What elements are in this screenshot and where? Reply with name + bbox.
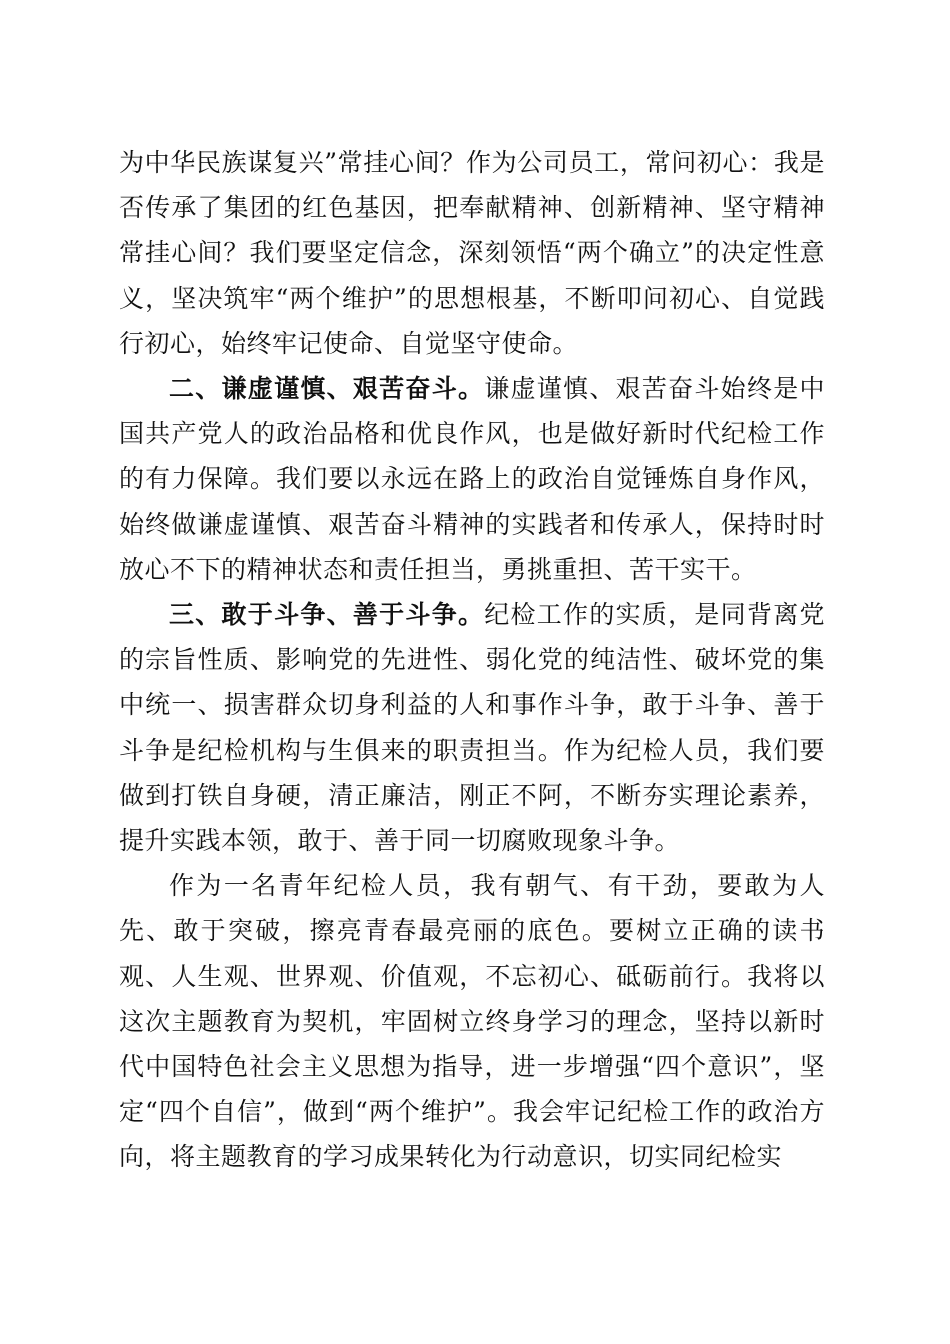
body-text (119, 140, 825, 1180)
paragraph-section-2 (119, 366, 825, 592)
section-heading: 三、敢于斗争、善于斗争。 (169, 600, 485, 630)
section-heading: 二、谦虚谨慎、艰苦奋斗。 (169, 374, 485, 404)
paragraph-conclusion (119, 863, 825, 1179)
paragraph-body: 谦虚谨慎、艰苦奋斗始终是中国共产党人的政治品格和优良作风，也是做好新时代纪检工作的有力保障。我们要以永远在路上的政治自觉锤炼自身作风，始终做谦虚谨慎、艰苦奋斗精神的实践者和传承人，保持时时放心不下的精神状态和责任担当，勇挑重担、苦干实干。 (119, 374, 825, 584)
paragraph-body: 为中华民族谋复兴”常挂心间？作为公司员工，常问初心：我是否传承了集团的红色基因，把奉献精神、创新精神、坚守精神常挂心间？我们要坚定信念，深刻领悟“两个确立”的决定性意义，坚决筑牢“两个维护”的思想根基，不断叩问初心、自觉践行初心，始终牢记使命、自觉坚守使命。 (119, 148, 825, 358)
paragraph-body: 纪检工作的实质，是同背离党的宗旨性质、影响党的先进性、弱化党的纯洁性、破坏党的集中统一、损害群众切身利益的人和事作斗争，敢于斗争、善于斗争是纪检机构与生俱来的职责担当。作为纪检人员，我们要做到打铁自身硬，清正廉洁，刚正不阿，不断夯实理论素养，提升实践本领，敢于、善于同一切腐败现象斗争。 (119, 600, 825, 856)
paragraph-body: 作为一名青年纪检人员，我有朝气、有干劲，要敢为人先、敢于突破，擦亮青春最亮丽的底色。要树立正确的读书观、人生观、世界观、价值观，不忘初心、砥砺前行。我将以这次主题教育为契机，牢固树立终身学习的理念，坚持以新时代中国特色社会主义思想为指导，进一步增强“四个意识”，坚定“四个自信”，做到“两个维护”。我会牢记纪检工作的政治方向，将主题教育的学习成果转化为行动意识，切实同纪检实 (119, 871, 825, 1172)
paragraph-section-3 (119, 592, 825, 863)
paragraph-continuation (119, 140, 825, 366)
